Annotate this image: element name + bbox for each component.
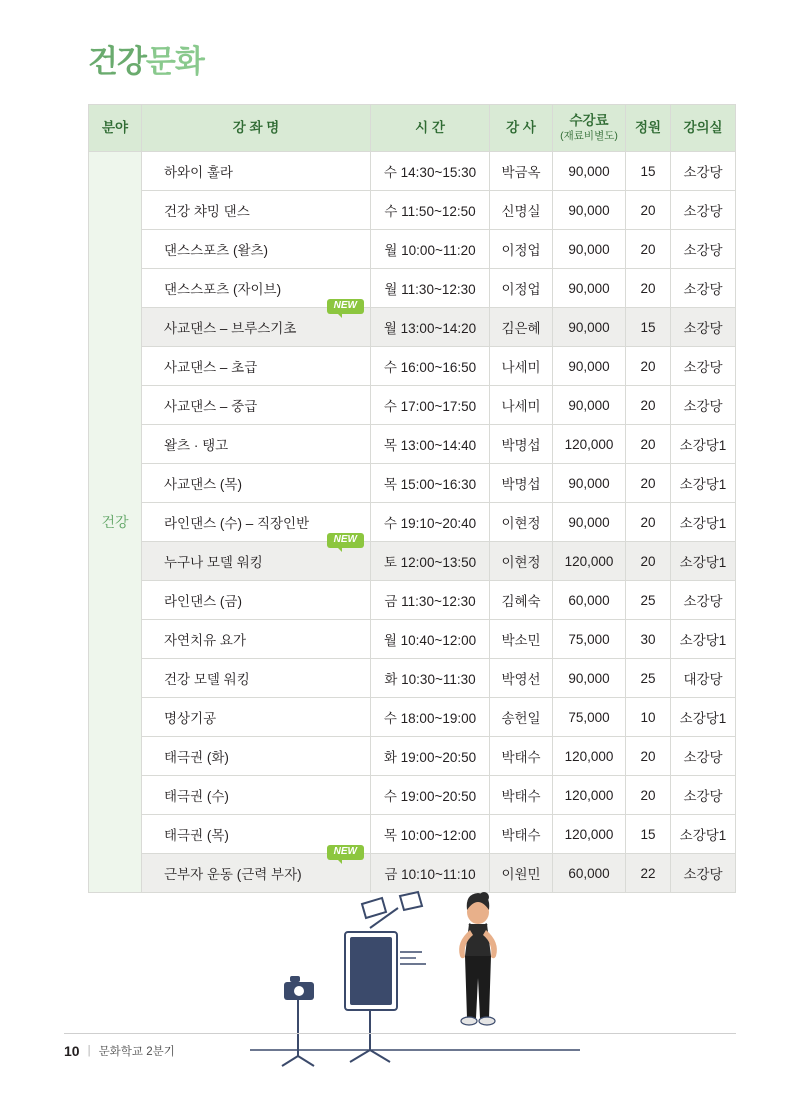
course-fee-cell: 90,000 (553, 386, 626, 425)
course-capacity-cell: 20 (626, 230, 671, 269)
course-room-cell: 소강당1 (671, 620, 736, 659)
course-room-cell: 소강당 (671, 386, 736, 425)
course-fee-cell: 60,000 (553, 854, 626, 893)
course-fee-cell: 60,000 (553, 581, 626, 620)
course-name-label: 건강 챠밍 댄스 (164, 204, 250, 219)
course-time-cell: 수 16:00~16:50 (371, 347, 490, 386)
course-capacity-cell: 20 (626, 347, 671, 386)
course-room-cell: 소강당 (671, 269, 736, 308)
course-name-cell (142, 464, 371, 503)
course-name-cell (142, 620, 371, 659)
column-header-fee-main: 수강료 (569, 113, 609, 128)
course-name-cell (142, 230, 371, 269)
course-time-cell: 금 10:10~11:10 (371, 854, 490, 893)
course-teacher-cell: 박태수 (490, 776, 553, 815)
course-fee-cell: 90,000 (553, 308, 626, 347)
course-name-label: 태극권 (목) (164, 828, 229, 843)
course-name-cell (142, 300, 371, 347)
new-badge: NEW (327, 533, 364, 548)
course-fee-cell: 90,000 (553, 191, 626, 230)
table-row (89, 308, 736, 347)
course-time-cell: 월 11:30~12:30 (371, 269, 490, 308)
course-capacity-cell: 20 (626, 269, 671, 308)
course-name-label: 사교댄스 – 중급 (164, 399, 258, 414)
course-capacity-cell: 20 (626, 464, 671, 503)
column-header-teacher: 강 사 (490, 105, 553, 152)
course-teacher-cell: 이현정 (490, 503, 553, 542)
course-capacity-cell: 15 (626, 308, 671, 347)
course-capacity-cell: 20 (626, 386, 671, 425)
course-capacity-cell: 15 (626, 152, 671, 191)
course-time-cell: 토 12:00~13:50 (371, 542, 490, 581)
course-name-label: 사교댄스 – 초급 (164, 360, 258, 375)
column-header-course: 강 좌 명 (142, 105, 371, 152)
course-name-cell (142, 347, 371, 386)
course-time-cell: 금 11:30~12:30 (371, 581, 490, 620)
course-name-label: 댄스스포츠 (왈츠) (164, 243, 269, 258)
course-name-label: 사교댄스 – 브루스기초 (164, 321, 297, 336)
course-time-cell: 수 17:00~17:50 (371, 386, 490, 425)
course-teacher-cell: 이정업 (490, 230, 553, 269)
course-teacher-cell: 박소민 (490, 620, 553, 659)
table-header-row (89, 105, 736, 152)
table-row (89, 659, 736, 698)
course-room-cell: 소강당 (671, 347, 736, 386)
course-time-cell: 화 19:00~20:50 (371, 737, 490, 776)
table-row (89, 425, 736, 464)
course-teacher-cell: 박영선 (490, 659, 553, 698)
column-header-category: 분야 (89, 105, 142, 152)
course-name-cell (142, 534, 371, 581)
table-row (89, 737, 736, 776)
page-title-secondary: 문화 (145, 44, 204, 79)
course-name-label: 하와이 훌라 (164, 165, 233, 180)
course-room-cell: 소강당1 (671, 542, 736, 581)
course-fee-cell: 120,000 (553, 542, 626, 581)
course-teacher-cell: 신명실 (490, 191, 553, 230)
course-name-cell (142, 425, 371, 464)
page-title-primary: 건강 (88, 44, 146, 79)
table-row (89, 620, 736, 659)
table-header (89, 105, 736, 152)
course-time-cell: 수 11:50~12:50 (371, 191, 490, 230)
course-name-label: 명상기공 (164, 711, 217, 726)
course-teacher-cell: 송헌일 (490, 698, 553, 737)
course-room-cell: 소강당 (671, 152, 736, 191)
course-room-cell: 소강당1 (671, 815, 736, 854)
course-name-label: 왈츠 · 탱고 (164, 438, 229, 453)
course-name-cell (142, 386, 371, 425)
course-name-label: 근부자 운동 (근력 부자) (164, 867, 302, 882)
table-row (89, 815, 736, 854)
course-time-cell: 목 10:00~12:00 (371, 815, 490, 854)
column-header-room: 강의실 (671, 105, 736, 152)
course-fee-cell: 120,000 (553, 776, 626, 815)
course-capacity-cell: 25 (626, 659, 671, 698)
page-title (88, 46, 204, 77)
course-room-cell: 소강당1 (671, 464, 736, 503)
course-table (88, 104, 736, 893)
course-capacity-cell: 20 (626, 776, 671, 815)
course-capacity-cell: 30 (626, 620, 671, 659)
table-row (89, 191, 736, 230)
course-capacity-cell: 10 (626, 698, 671, 737)
course-capacity-cell: 20 (626, 191, 671, 230)
course-fee-cell: 90,000 (553, 152, 626, 191)
course-time-cell: 목 15:00~16:30 (371, 464, 490, 503)
course-capacity-cell: 22 (626, 854, 671, 893)
course-name-label: 사교댄스 (목) (164, 477, 242, 492)
course-teacher-cell: 박명섭 (490, 464, 553, 503)
course-time-cell: 수 19:00~20:50 (371, 776, 490, 815)
page-footer (64, 1033, 736, 1059)
column-header-capacity: 정원 (626, 105, 671, 152)
table-row (89, 347, 736, 386)
course-room-cell: 소강당1 (671, 425, 736, 464)
course-capacity-cell: 20 (626, 425, 671, 464)
course-teacher-cell: 박금옥 (490, 152, 553, 191)
course-capacity-cell: 20 (626, 503, 671, 542)
course-time-cell: 월 10:00~11:20 (371, 230, 490, 269)
table-row (89, 464, 736, 503)
new-badge: NEW (327, 299, 364, 314)
new-badge: NEW (327, 845, 364, 860)
course-teacher-cell: 박태수 (490, 737, 553, 776)
course-room-cell: 소강당1 (671, 698, 736, 737)
course-time-cell: 화 10:30~11:30 (371, 659, 490, 698)
course-fee-cell: 90,000 (553, 230, 626, 269)
course-teacher-cell: 이원민 (490, 854, 553, 893)
course-fee-cell: 120,000 (553, 815, 626, 854)
course-room-cell: 소강당 (671, 854, 736, 893)
table-row (89, 581, 736, 620)
course-name-label: 댄스스포츠 (자이브) (164, 282, 282, 297)
course-teacher-cell: 김혜숙 (490, 581, 553, 620)
table-row (89, 269, 736, 308)
course-teacher-cell: 박명섭 (490, 425, 553, 464)
course-fee-cell: 90,000 (553, 659, 626, 698)
course-name-label: 자연치유 요가 (164, 633, 246, 648)
course-capacity-cell: 20 (626, 737, 671, 776)
table-body (89, 152, 736, 893)
table-row (89, 230, 736, 269)
course-room-cell: 소강당 (671, 737, 736, 776)
course-capacity-cell: 25 (626, 581, 671, 620)
course-name-label: 건강 모델 워킹 (164, 672, 250, 687)
table-row (89, 152, 736, 191)
course-teacher-cell: 김은혜 (490, 308, 553, 347)
course-time-cell: 월 10:40~12:00 (371, 620, 490, 659)
course-time-cell: 수 18:00~19:00 (371, 698, 490, 737)
course-name-label: 라인댄스 (수) – 직장인반 (164, 516, 310, 531)
course-name-label: 누구나 모델 워킹 (164, 555, 263, 570)
course-teacher-cell: 박태수 (490, 815, 553, 854)
course-fee-cell: 90,000 (553, 347, 626, 386)
course-room-cell: 대강당 (671, 659, 736, 698)
course-fee-cell: 75,000 (553, 698, 626, 737)
course-fee-cell: 120,000 (553, 737, 626, 776)
footer-label: 문화학교 2분기 (98, 1046, 175, 1058)
course-name-label: 태극권 (화) (164, 750, 229, 765)
course-fee-cell: 90,000 (553, 269, 626, 308)
course-name-cell (142, 737, 371, 776)
column-header-fee (553, 105, 626, 152)
course-room-cell: 소강당 (671, 230, 736, 269)
course-room-cell: 소강당 (671, 308, 736, 347)
course-teacher-cell: 이정업 (490, 269, 553, 308)
course-teacher-cell: 이현정 (490, 542, 553, 581)
course-fee-cell: 90,000 (553, 464, 626, 503)
course-name-cell (142, 659, 371, 698)
course-time-cell: 수 19:10~20:40 (371, 503, 490, 542)
course-fee-cell: 120,000 (553, 425, 626, 464)
footer-divider: | (87, 1045, 91, 1057)
course-teacher-cell: 나세미 (490, 386, 553, 425)
course-capacity-cell: 15 (626, 815, 671, 854)
table-row (89, 854, 736, 893)
course-name-cell (142, 846, 371, 893)
course-time-cell: 수 14:30~15:30 (371, 152, 490, 191)
course-teacher-cell: 나세미 (490, 347, 553, 386)
course-name-cell (142, 152, 371, 191)
course-room-cell: 소강당 (671, 776, 736, 815)
table-row (89, 503, 736, 542)
table-row (89, 542, 736, 581)
course-fee-cell: 90,000 (553, 503, 626, 542)
table-row (89, 698, 736, 737)
table-row (89, 386, 736, 425)
course-capacity-cell: 20 (626, 542, 671, 581)
column-header-time: 시 간 (371, 105, 490, 152)
course-name-cell (142, 698, 371, 737)
category-cell: 건강 (89, 152, 142, 893)
course-name-cell (142, 776, 371, 815)
course-room-cell: 소강당 (671, 191, 736, 230)
course-room-cell: 소강당1 (671, 503, 736, 542)
footer-page-number: 10 (64, 1043, 80, 1059)
course-room-cell: 소강당 (671, 581, 736, 620)
column-header-fee-sub: (재료비별도) (560, 129, 618, 142)
table-row (89, 776, 736, 815)
course-name-label: 라인댄스 (금) (164, 594, 242, 609)
course-fee-cell: 75,000 (553, 620, 626, 659)
course-time-cell: 목 13:00~14:40 (371, 425, 490, 464)
course-name-cell (142, 191, 371, 230)
course-name-label: 태극권 (수) (164, 789, 229, 804)
course-time-cell: 월 13:00~14:20 (371, 308, 490, 347)
course-name-cell (142, 581, 371, 620)
